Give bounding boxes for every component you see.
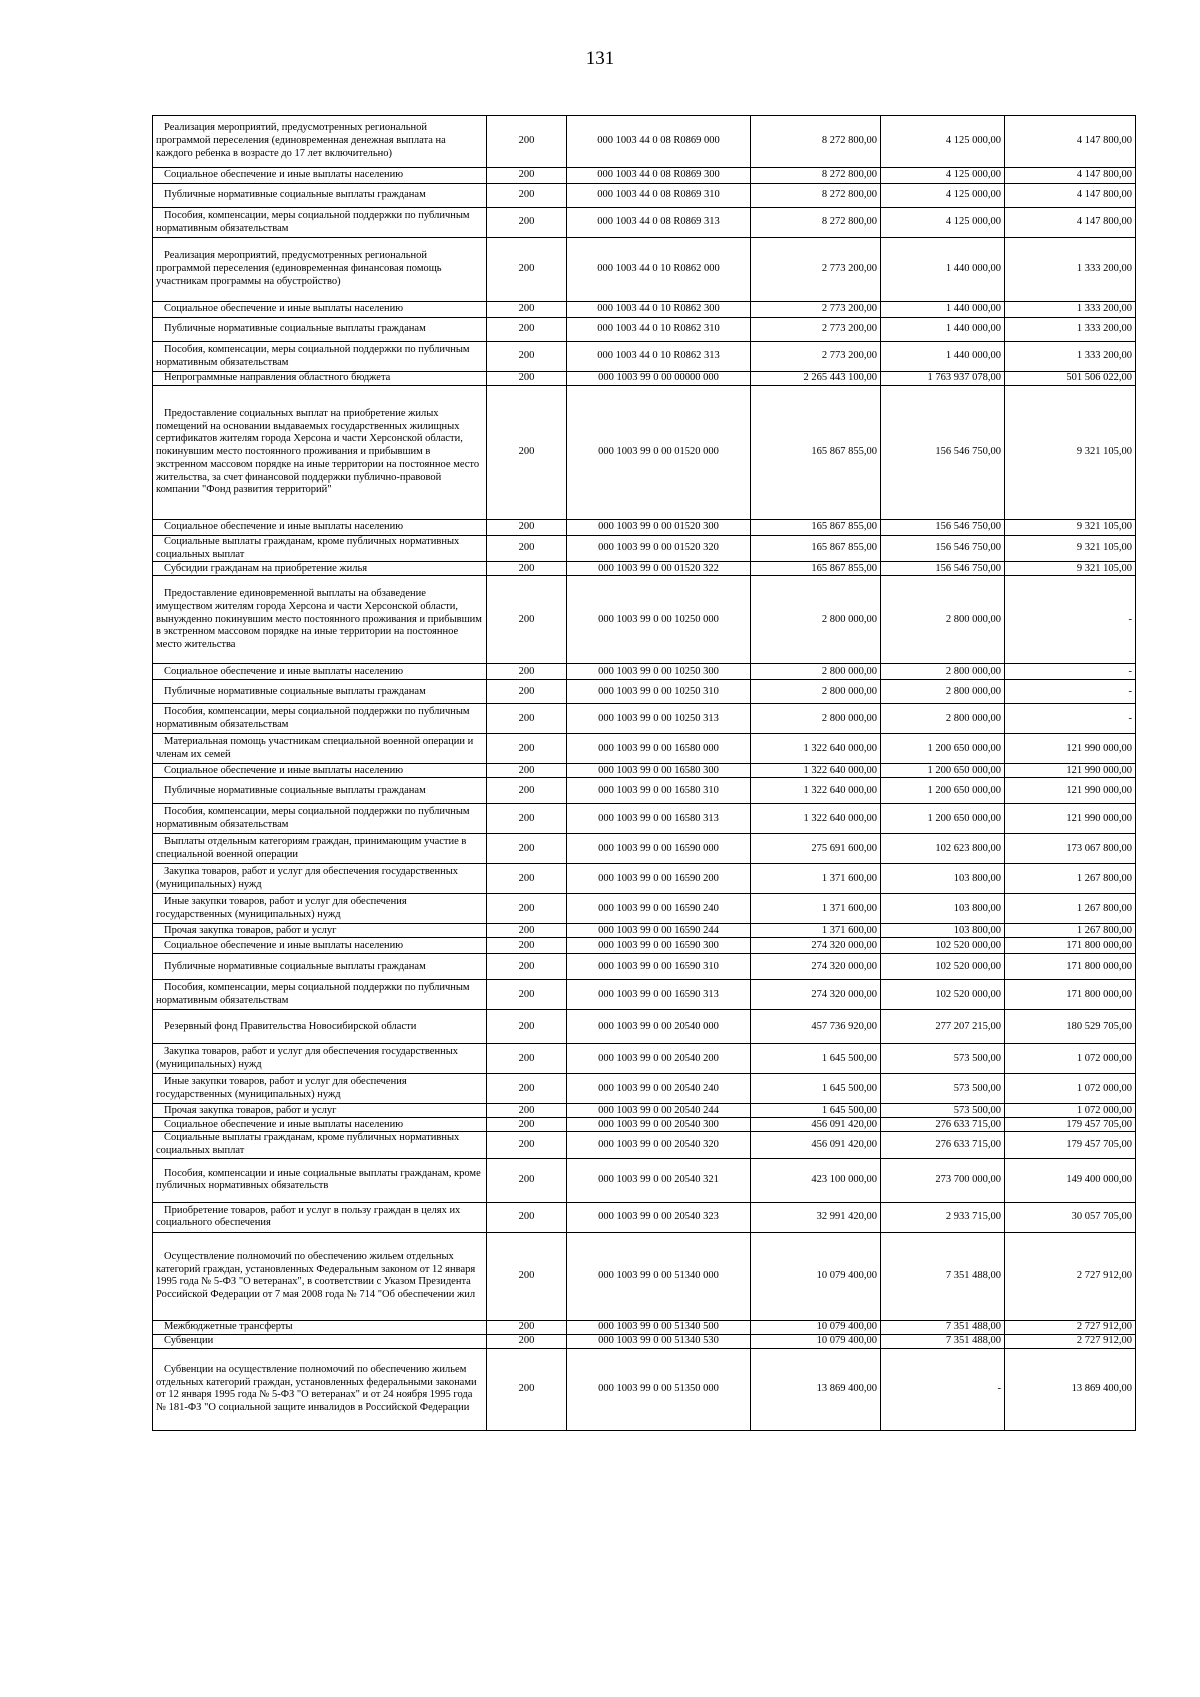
cell-budget-code: 000 1003 99 0 00 16590 300 (567, 938, 751, 954)
cell-approved: 165 867 855,00 (751, 520, 881, 536)
cell-line-code: 200 (487, 1320, 567, 1334)
cell-line-code: 200 (487, 778, 567, 804)
cell-budget-code: 000 1003 44 0 08 R0869 300 (567, 168, 751, 184)
cell-line-code: 200 (487, 894, 567, 924)
cell-approved: 1 371 600,00 (751, 924, 881, 938)
cell-line-code: 200 (487, 168, 567, 184)
cell-budget-code: 000 1003 99 0 00 16580 300 (567, 764, 751, 778)
cell-budget-code: 000 1003 99 0 00 51340 500 (567, 1320, 751, 1334)
cell-name: Резервный фонд Правительства Новосибирской области (153, 1010, 487, 1044)
cell-line-code: 200 (487, 562, 567, 576)
cell-approved: 8 272 800,00 (751, 208, 881, 238)
cell-approved: 165 867 855,00 (751, 386, 881, 520)
cell-approved: 2 800 000,00 (751, 680, 881, 704)
cell-unexecuted: 171 800 000,00 (1005, 938, 1136, 954)
cell-name: Социальное обеспечение и иные выплаты населению (153, 938, 487, 954)
cell-line-code: 200 (487, 938, 567, 954)
cell-executed: 2 800 000,00 (881, 576, 1005, 664)
cell-budget-code: 000 1003 44 0 10 R0862 300 (567, 302, 751, 318)
table-row (153, 1074, 1136, 1104)
cell-line-code: 200 (487, 804, 567, 834)
cell-budget-code: 000 1003 44 0 10 R0862 000 (567, 238, 751, 302)
table-row (153, 664, 1136, 680)
cell-name: Реализация мероприятий, предусмотренных региональной программой переселения (единовременная финансовая помощь участникам программы на обустройство) (153, 238, 487, 302)
cell-name: Субсидии гражданам на приобретение жилья (153, 562, 487, 576)
table-row (153, 536, 1136, 562)
cell-budget-code: 000 1003 99 0 00 16580 000 (567, 734, 751, 764)
cell-budget-code: 000 1003 99 0 00 51340 000 (567, 1232, 751, 1320)
cell-line-code: 200 (487, 980, 567, 1010)
cell-executed: 1 763 937 078,00 (881, 372, 1005, 386)
cell-executed: 276 633 715,00 (881, 1132, 1005, 1158)
cell-budget-code: 000 1003 99 0 00 10250 310 (567, 680, 751, 704)
cell-approved: 456 091 420,00 (751, 1118, 881, 1132)
cell-unexecuted: 1 333 200,00 (1005, 318, 1136, 342)
cell-budget-code: 000 1003 99 0 00 16590 200 (567, 864, 751, 894)
cell-name: Пособия, компенсации и иные социальные выплаты гражданам, кроме публичных нормативных обязательств (153, 1158, 487, 1202)
cell-line-code: 200 (487, 1010, 567, 1044)
cell-unexecuted: 4 147 800,00 (1005, 208, 1136, 238)
cell-executed: 277 207 215,00 (881, 1010, 1005, 1044)
table-row (153, 342, 1136, 372)
table-row (153, 894, 1136, 924)
cell-unexecuted: 180 529 705,00 (1005, 1010, 1136, 1044)
cell-approved: 13 869 400,00 (751, 1348, 881, 1430)
cell-budget-code: 000 1003 99 0 00 20540 244 (567, 1104, 751, 1118)
cell-name: Пособия, компенсации, меры социальной поддержки по публичным нормативным обязательствам (153, 980, 487, 1010)
cell-line-code: 200 (487, 372, 567, 386)
page-number: 131 (585, 48, 615, 69)
cell-unexecuted: 1 072 000,00 (1005, 1044, 1136, 1074)
table-row (153, 1104, 1136, 1118)
cell-name: Социальные выплаты гражданам, кроме публичных нормативных социальных выплат (153, 1132, 487, 1158)
table-row (153, 938, 1136, 954)
cell-name: Публичные нормативные социальные выплаты гражданам (153, 318, 487, 342)
cell-executed: 2 800 000,00 (881, 704, 1005, 734)
cell-budget-code: 000 1003 99 0 00 00000 000 (567, 372, 751, 386)
cell-executed: 4 125 000,00 (881, 116, 1005, 168)
cell-name: Прочая закупка товаров, работ и услуг (153, 924, 487, 938)
cell-budget-code: 000 1003 44 0 08 R0869 313 (567, 208, 751, 238)
cell-line-code: 200 (487, 576, 567, 664)
cell-approved: 2 773 200,00 (751, 238, 881, 302)
cell-budget-code: 000 1003 44 0 10 R0862 313 (567, 342, 751, 372)
table-row (153, 1158, 1136, 1202)
cell-line-code: 200 (487, 116, 567, 168)
cell-approved: 8 272 800,00 (751, 168, 881, 184)
cell-line-code: 200 (487, 318, 567, 342)
cell-approved: 1 371 600,00 (751, 894, 881, 924)
cell-executed: 273 700 000,00 (881, 1158, 1005, 1202)
cell-unexecuted: 1 267 800,00 (1005, 894, 1136, 924)
cell-executed: 1 440 000,00 (881, 302, 1005, 318)
table-row (153, 1320, 1136, 1334)
cell-unexecuted: 179 457 705,00 (1005, 1118, 1136, 1132)
cell-name: Публичные нормативные социальные выплаты гражданам (153, 954, 487, 980)
cell-name: Межбюджетные трансферты (153, 1320, 487, 1334)
cell-line-code: 200 (487, 954, 567, 980)
cell-budget-code: 000 1003 99 0 00 51350 000 (567, 1348, 751, 1430)
cell-line-code: 200 (487, 1044, 567, 1074)
cell-line-code: 200 (487, 924, 567, 938)
cell-executed: 2 800 000,00 (881, 664, 1005, 680)
cell-budget-code: 000 1003 99 0 00 10250 313 (567, 704, 751, 734)
cell-executed: 7 351 488,00 (881, 1232, 1005, 1320)
cell-executed: 156 546 750,00 (881, 536, 1005, 562)
cell-unexecuted: 9 321 105,00 (1005, 386, 1136, 520)
table-row (153, 778, 1136, 804)
cell-name: Социальное обеспечение и иные выплаты населению (153, 302, 487, 318)
cell-unexecuted: 121 990 000,00 (1005, 778, 1136, 804)
cell-line-code: 200 (487, 1132, 567, 1158)
cell-name: Непрограммные направления областного бюджета (153, 372, 487, 386)
cell-executed: 573 500,00 (881, 1044, 1005, 1074)
cell-line-code: 200 (487, 536, 567, 562)
table-row (153, 1118, 1136, 1132)
table-row (153, 168, 1136, 184)
cell-line-code: 200 (487, 864, 567, 894)
cell-approved: 1 322 640 000,00 (751, 734, 881, 764)
cell-budget-code: 000 1003 99 0 00 01520 300 (567, 520, 751, 536)
cell-budget-code: 000 1003 99 0 00 01520 322 (567, 562, 751, 576)
table-body (153, 116, 1136, 1431)
table-row (153, 1232, 1136, 1320)
cell-name: Пособия, компенсации, меры социальной поддержки по публичным нормативным обязательствам (153, 208, 487, 238)
cell-approved: 2 800 000,00 (751, 704, 881, 734)
cell-name: Выплаты отдельным категориям граждан, принимающим участие в специальной военной операции (153, 834, 487, 864)
cell-line-code: 200 (487, 386, 567, 520)
cell-approved: 8 272 800,00 (751, 116, 881, 168)
cell-line-code: 200 (487, 834, 567, 864)
cell-unexecuted: - (1005, 664, 1136, 680)
cell-approved: 1 645 500,00 (751, 1104, 881, 1118)
table-row (153, 372, 1136, 386)
cell-line-code: 200 (487, 704, 567, 734)
table-row (153, 520, 1136, 536)
cell-line-code: 200 (487, 342, 567, 372)
cell-approved: 2 773 200,00 (751, 318, 881, 342)
cell-unexecuted: 171 800 000,00 (1005, 954, 1136, 980)
table-row (153, 318, 1136, 342)
cell-executed: - (881, 1348, 1005, 1430)
cell-executed: 276 633 715,00 (881, 1118, 1005, 1132)
cell-name: Публичные нормативные социальные выплаты гражданам (153, 680, 487, 704)
cell-budget-code: 000 1003 44 0 08 R0869 310 (567, 184, 751, 208)
cell-line-code: 200 (487, 1202, 567, 1232)
cell-line-code: 200 (487, 238, 567, 302)
cell-executed: 1 200 650 000,00 (881, 804, 1005, 834)
table-row (153, 208, 1136, 238)
cell-budget-code: 000 1003 44 0 08 R0869 000 (567, 116, 751, 168)
cell-approved: 2 773 200,00 (751, 342, 881, 372)
cell-executed: 103 800,00 (881, 924, 1005, 938)
cell-approved: 275 691 600,00 (751, 834, 881, 864)
table-row (153, 924, 1136, 938)
table-row (153, 184, 1136, 208)
cell-budget-code: 000 1003 99 0 00 16590 313 (567, 980, 751, 1010)
cell-unexecuted: 1 333 200,00 (1005, 238, 1136, 302)
cell-budget-code: 000 1003 44 0 10 R0862 310 (567, 318, 751, 342)
cell-budget-code: 000 1003 99 0 00 20540 200 (567, 1044, 751, 1074)
cell-name: Социальное обеспечение и иные выплаты населению (153, 168, 487, 184)
cell-executed: 1 200 650 000,00 (881, 778, 1005, 804)
cell-line-code: 200 (487, 734, 567, 764)
cell-budget-code: 000 1003 99 0 00 51340 530 (567, 1334, 751, 1348)
cell-unexecuted: 4 147 800,00 (1005, 184, 1136, 208)
cell-executed: 2 933 715,00 (881, 1202, 1005, 1232)
cell-budget-code: 000 1003 99 0 00 20540 321 (567, 1158, 751, 1202)
cell-approved: 1 322 640 000,00 (751, 778, 881, 804)
cell-unexecuted: 2 727 912,00 (1005, 1334, 1136, 1348)
cell-line-code: 200 (487, 520, 567, 536)
cell-line-code: 200 (487, 1074, 567, 1104)
cell-approved: 1 645 500,00 (751, 1044, 881, 1074)
cell-executed: 156 546 750,00 (881, 562, 1005, 576)
cell-line-code: 200 (487, 664, 567, 680)
cell-budget-code: 000 1003 99 0 00 20540 300 (567, 1118, 751, 1132)
cell-executed: 102 623 800,00 (881, 834, 1005, 864)
cell-name: Пособия, компенсации, меры социальной поддержки по публичным нормативным обязательствам (153, 704, 487, 734)
cell-name: Пособия, компенсации, меры социальной поддержки по публичным нормативным обязательствам (153, 804, 487, 834)
cell-approved: 8 272 800,00 (751, 184, 881, 208)
cell-budget-code: 000 1003 99 0 00 01520 320 (567, 536, 751, 562)
cell-approved: 10 079 400,00 (751, 1232, 881, 1320)
cell-approved: 274 320 000,00 (751, 938, 881, 954)
cell-name: Предоставление единовременной выплаты на обзаведение имуществом жителям города Херсона и части Херсонской области, вынужденно покинувшим место постоянного проживания и прибывшим в экстренном массовом порядке на иные территории на постоянное место жительства (153, 576, 487, 664)
cell-name: Социальные выплаты гражданам, кроме публичных нормативных социальных выплат (153, 536, 487, 562)
cell-executed: 102 520 000,00 (881, 954, 1005, 980)
cell-approved: 274 320 000,00 (751, 954, 881, 980)
cell-approved: 274 320 000,00 (751, 980, 881, 1010)
cell-unexecuted: 121 990 000,00 (1005, 804, 1136, 834)
cell-line-code: 200 (487, 1104, 567, 1118)
cell-approved: 1 371 600,00 (751, 864, 881, 894)
table-row (153, 1202, 1136, 1232)
cell-line-code: 200 (487, 184, 567, 208)
cell-unexecuted: 149 400 000,00 (1005, 1158, 1136, 1202)
cell-name: Закупка товаров, работ и услуг для обеспечения государственных (муниципальных) нужд (153, 1044, 487, 1074)
cell-executed: 573 500,00 (881, 1104, 1005, 1118)
cell-name: Прочая закупка товаров, работ и услуг (153, 1104, 487, 1118)
cell-name: Материальная помощь участникам специальной военной операции и членам их семей (153, 734, 487, 764)
cell-approved: 10 079 400,00 (751, 1320, 881, 1334)
cell-line-code: 200 (487, 680, 567, 704)
cell-budget-code: 000 1003 99 0 00 16580 313 (567, 804, 751, 834)
cell-unexecuted: 9 321 105,00 (1005, 520, 1136, 536)
table-row (153, 980, 1136, 1010)
cell-executed: 1 440 000,00 (881, 238, 1005, 302)
table-row (153, 116, 1136, 168)
cell-name: Социальное обеспечение и иные выплаты населению (153, 664, 487, 680)
cell-name: Социальное обеспечение и иные выплаты населению (153, 520, 487, 536)
cell-unexecuted: 1 333 200,00 (1005, 342, 1136, 372)
table-row (153, 804, 1136, 834)
cell-line-code: 200 (487, 302, 567, 318)
cell-approved: 32 991 420,00 (751, 1202, 881, 1232)
cell-budget-code: 000 1003 99 0 00 20540 320 (567, 1132, 751, 1158)
table-row (153, 954, 1136, 980)
cell-approved: 1 322 640 000,00 (751, 764, 881, 778)
cell-approved: 456 091 420,00 (751, 1132, 881, 1158)
cell-name: Приобретение товаров, работ и услуг в пользу граждан в целях их социального обеспечения (153, 1202, 487, 1232)
cell-executed: 1 440 000,00 (881, 342, 1005, 372)
table-row (153, 386, 1136, 520)
table-row (153, 576, 1136, 664)
cell-approved: 1 322 640 000,00 (751, 804, 881, 834)
cell-budget-code: 000 1003 99 0 00 16590 000 (567, 834, 751, 864)
cell-name: Субвенции на осуществление полномочий по обеспечению жильем отдельных категорий граждан, установленных федеральными законами от 12 января 1995 года № 5-ФЗ "О ветеранах" и от 24 ноября 1995 года № 181-ФЗ "О социальной защите инвалидов в Российской Федерации (153, 1348, 487, 1430)
table-row (153, 1348, 1136, 1430)
cell-name: Субвенции (153, 1334, 487, 1348)
table-row (153, 562, 1136, 576)
cell-unexecuted: 2 727 912,00 (1005, 1320, 1136, 1334)
table-row (153, 1010, 1136, 1044)
table-row (153, 864, 1136, 894)
cell-approved: 1 645 500,00 (751, 1074, 881, 1104)
cell-name: Иные закупки товаров, работ и услуг для обеспечения государственных (муниципальных) нужд (153, 1074, 487, 1104)
table-row (153, 834, 1136, 864)
cell-budget-code: 000 1003 99 0 00 16590 244 (567, 924, 751, 938)
table-row (153, 704, 1136, 734)
cell-name: Реализация мероприятий, предусмотренных региональной программой переселения (единовременная денежная выплата на каждого ребенка в возрасте до 17 лет включительно) (153, 116, 487, 168)
table-row (153, 1334, 1136, 1348)
cell-line-code: 200 (487, 1118, 567, 1132)
table-row (153, 734, 1136, 764)
cell-approved: 2 800 000,00 (751, 664, 881, 680)
cell-line-code: 200 (487, 764, 567, 778)
cell-approved: 2 773 200,00 (751, 302, 881, 318)
cell-executed: 156 546 750,00 (881, 520, 1005, 536)
table-row (153, 238, 1136, 302)
cell-executed: 7 351 488,00 (881, 1320, 1005, 1334)
cell-budget-code: 000 1003 99 0 00 20540 240 (567, 1074, 751, 1104)
cell-unexecuted: 1 333 200,00 (1005, 302, 1136, 318)
cell-unexecuted: 501 506 022,00 (1005, 372, 1136, 386)
cell-executed: 103 800,00 (881, 864, 1005, 894)
cell-approved: 457 736 920,00 (751, 1010, 881, 1044)
cell-unexecuted: 179 457 705,00 (1005, 1132, 1136, 1158)
cell-approved: 2 800 000,00 (751, 576, 881, 664)
budget-execution-table (152, 115, 1136, 1431)
table-row (153, 1132, 1136, 1158)
cell-executed: 4 125 000,00 (881, 208, 1005, 238)
cell-approved: 10 079 400,00 (751, 1334, 881, 1348)
cell-unexecuted: 9 321 105,00 (1005, 536, 1136, 562)
cell-name: Публичные нормативные социальные выплаты гражданам (153, 778, 487, 804)
cell-line-code: 200 (487, 208, 567, 238)
cell-unexecuted: 4 147 800,00 (1005, 168, 1136, 184)
cell-budget-code: 000 1003 99 0 00 16580 310 (567, 778, 751, 804)
cell-name: Предоставление социальных выплат на приобретение жилых помещений на основании выдаваемых государственных жилищных сертификатов жителям города Херсона и части Херсонской области, покинувшим место постоянного проживания и прибывшим в экстренном массовом порядке на иные территории на постоянное место жительства, за счет финансовой поддержки публично-правовой компании "Фонд развития территорий" (153, 386, 487, 520)
table-row (153, 680, 1136, 704)
cell-unexecuted: - (1005, 704, 1136, 734)
cell-executed: 573 500,00 (881, 1074, 1005, 1104)
cell-unexecuted: 9 321 105,00 (1005, 562, 1136, 576)
cell-name: Пособия, компенсации, меры социальной поддержки по публичным нормативным обязательствам (153, 342, 487, 372)
cell-name: Публичные нормативные социальные выплаты гражданам (153, 184, 487, 208)
cell-line-code: 200 (487, 1232, 567, 1320)
cell-unexecuted: - (1005, 680, 1136, 704)
cell-executed: 103 800,00 (881, 894, 1005, 924)
cell-unexecuted: 30 057 705,00 (1005, 1202, 1136, 1232)
cell-approved: 2 265 443 100,00 (751, 372, 881, 386)
cell-unexecuted: 13 869 400,00 (1005, 1348, 1136, 1430)
cell-name: Иные закупки товаров, работ и услуг для обеспечения государственных (муниципальных) нужд (153, 894, 487, 924)
cell-approved: 165 867 855,00 (751, 536, 881, 562)
cell-approved: 423 100 000,00 (751, 1158, 881, 1202)
cell-name: Социальное обеспечение и иные выплаты населению (153, 1118, 487, 1132)
cell-name: Социальное обеспечение и иные выплаты населению (153, 764, 487, 778)
cell-executed: 156 546 750,00 (881, 386, 1005, 520)
table-row (153, 764, 1136, 778)
cell-executed: 1 440 000,00 (881, 318, 1005, 342)
cell-executed: 102 520 000,00 (881, 980, 1005, 1010)
cell-unexecuted: 4 147 800,00 (1005, 116, 1136, 168)
cell-executed: 4 125 000,00 (881, 168, 1005, 184)
table-row (153, 302, 1136, 318)
cell-budget-code: 000 1003 99 0 00 10250 300 (567, 664, 751, 680)
table-row (153, 1044, 1136, 1074)
cell-name: Осуществление полномочий по обеспечению жильем отдельных категорий граждан, установленных Федеральным законом от 12 января 1995 года № 5-ФЗ "О ветеранах", в соответствии с Указом Президента Российской Федерации от 7 мая 2008 года № 714 "Об обеспечении жил (153, 1232, 487, 1320)
cell-executed: 7 351 488,00 (881, 1334, 1005, 1348)
cell-budget-code: 000 1003 99 0 00 10250 000 (567, 576, 751, 664)
cell-line-code: 200 (487, 1334, 567, 1348)
cell-executed: 1 200 650 000,00 (881, 764, 1005, 778)
cell-budget-code: 000 1003 99 0 00 01520 000 (567, 386, 751, 520)
cell-budget-code: 000 1003 99 0 00 16590 310 (567, 954, 751, 980)
cell-name: Закупка товаров, работ и услуг для обеспечения государственных (муниципальных) нужд (153, 864, 487, 894)
cell-unexecuted: 2 727 912,00 (1005, 1232, 1136, 1320)
cell-budget-code: 000 1003 99 0 00 20540 000 (567, 1010, 751, 1044)
cell-executed: 2 800 000,00 (881, 680, 1005, 704)
cell-unexecuted: 1 267 800,00 (1005, 924, 1136, 938)
cell-approved: 165 867 855,00 (751, 562, 881, 576)
cell-unexecuted: 1 072 000,00 (1005, 1104, 1136, 1118)
cell-unexecuted: - (1005, 576, 1136, 664)
cell-unexecuted: 121 990 000,00 (1005, 764, 1136, 778)
cell-line-code: 200 (487, 1158, 567, 1202)
cell-unexecuted: 1 072 000,00 (1005, 1074, 1136, 1104)
cell-line-code: 200 (487, 1348, 567, 1430)
cell-executed: 1 200 650 000,00 (881, 734, 1005, 764)
cell-unexecuted: 121 990 000,00 (1005, 734, 1136, 764)
cell-unexecuted: 1 267 800,00 (1005, 864, 1136, 894)
cell-executed: 4 125 000,00 (881, 184, 1005, 208)
cell-budget-code: 000 1003 99 0 00 20540 323 (567, 1202, 751, 1232)
cell-unexecuted: 173 067 800,00 (1005, 834, 1136, 864)
cell-unexecuted: 171 800 000,00 (1005, 980, 1136, 1010)
cell-budget-code: 000 1003 99 0 00 16590 240 (567, 894, 751, 924)
cell-executed: 102 520 000,00 (881, 938, 1005, 954)
